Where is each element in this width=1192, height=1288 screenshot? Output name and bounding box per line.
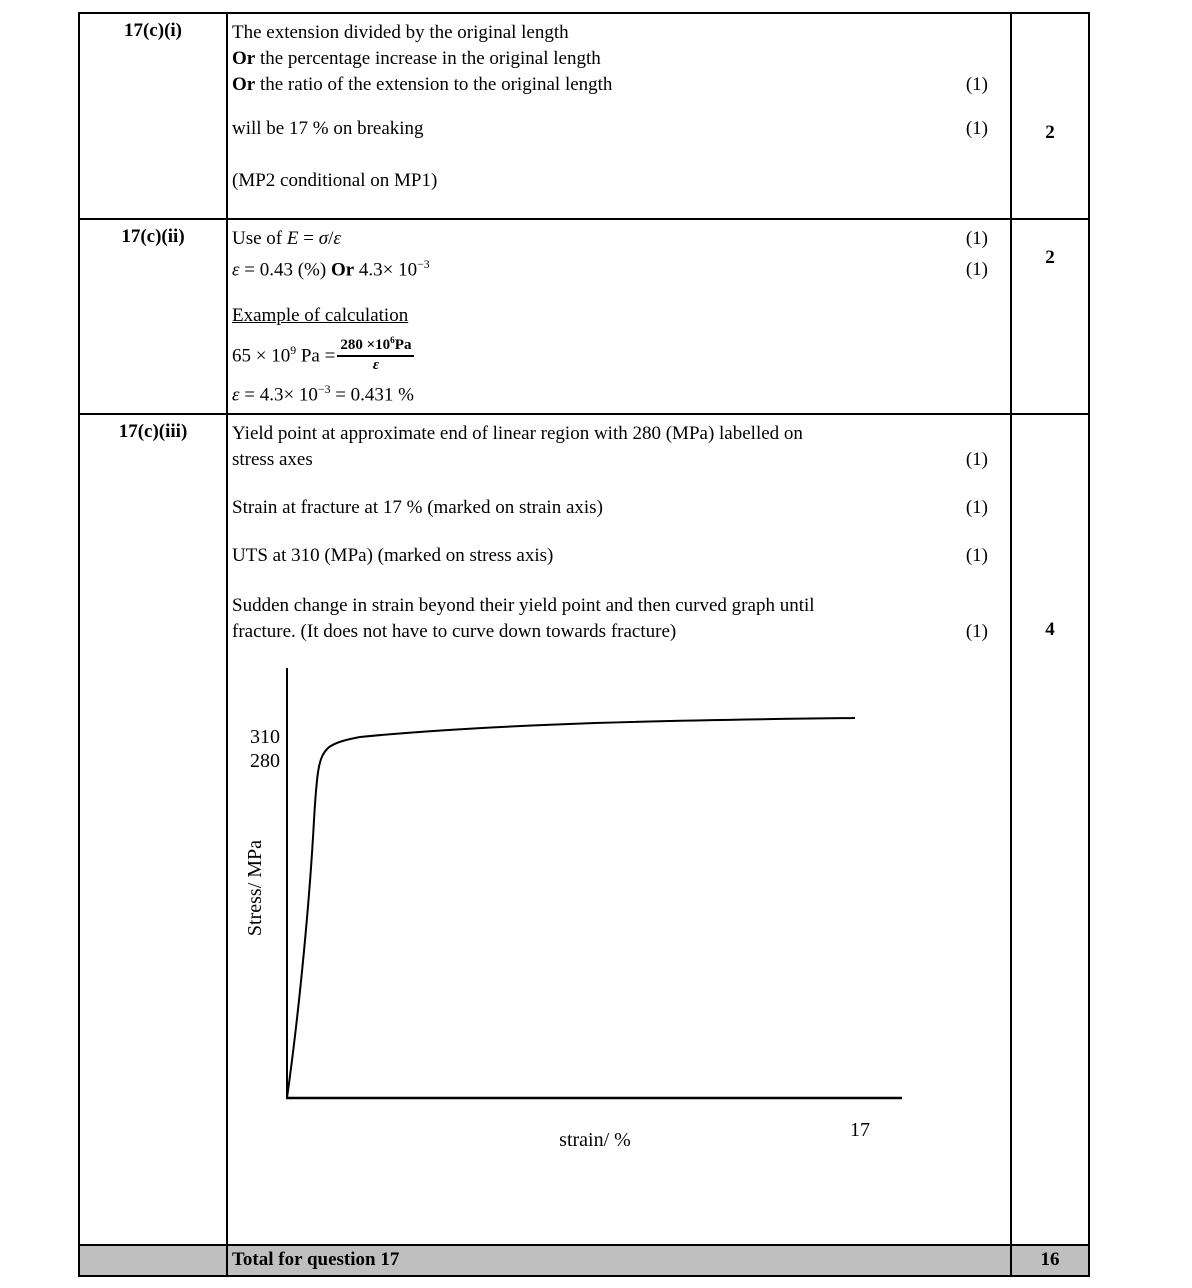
table-row: [80, 413, 1088, 1244]
question-number: 17(c)(i): [123, 20, 183, 41]
mark-award: (1): [965, 228, 988, 249]
marks-cell: [1010, 415, 1088, 1244]
answer-line: UTS at 310 (MPa) (marked on stress axis): [232, 545, 554, 566]
x-axis-tick-17: 17: [850, 1119, 870, 1141]
mark-point: [232, 226, 988, 252]
equation-result: $\varepsilon = 4.3\times 10^{-3} = 0.431$ %: [232, 383, 415, 406]
mark-point-text: [232, 495, 954, 521]
mark-award: (1): [965, 259, 988, 281]
question-number: 17(c)(ii): [121, 226, 185, 247]
example-heading: Example of calculation: [232, 305, 409, 327]
answer-line: Or the ratio of the extension to the original length: [232, 74, 613, 95]
mark-point-text: [232, 226, 954, 252]
mark-scheme-table: [78, 12, 1090, 1277]
mark-point: [232, 20, 988, 98]
mark-point-text: [232, 421, 954, 473]
question-number-cell: [80, 1246, 228, 1275]
answer-line: Yield point at approximate end of linear region with 280 (MPa) labelled on: [232, 423, 803, 444]
total-label-cell: [228, 1246, 1010, 1275]
x-axis-label: strain/ %: [559, 1129, 631, 1151]
y-axis-label: Stress/ MPa: [244, 839, 266, 937]
question-number-cell: [80, 220, 228, 413]
answer-line: stress axes: [232, 449, 313, 470]
mark-award: (1): [965, 449, 988, 470]
mark-point: [232, 495, 988, 521]
answer-line: The extension divided by the original length: [232, 22, 569, 43]
table-row: [80, 218, 1088, 413]
mark-award: (1): [965, 74, 988, 95]
y-axis-tick-310: 310: [250, 726, 280, 748]
mark-point-text: [232, 116, 954, 142]
mark-award: (1): [965, 621, 988, 642]
total-marks: 16: [1040, 1249, 1060, 1270]
answer-line: Use of E = σ/ε: [232, 228, 341, 249]
marks-total: 2: [1045, 122, 1055, 143]
answer-line: fracture. (It does not have to curve down towards fracture): [232, 621, 677, 642]
total-row: [80, 1244, 1088, 1275]
mark-point-text: [232, 252, 954, 283]
marks-cell: [1010, 14, 1088, 218]
mark-award: (1): [965, 118, 988, 139]
answer-line: will be 17 % on breaking: [232, 118, 424, 139]
marks-total: 4: [1045, 619, 1055, 640]
answer-cell: [228, 14, 1010, 218]
answer-line: Or the percentage increase in the original length: [232, 48, 601, 69]
marks-cell: [1010, 220, 1088, 413]
mark-award: (1): [965, 497, 988, 518]
note-text: (MP2 conditional on MP1): [232, 170, 438, 191]
mark-point-text: [232, 20, 954, 98]
fraction: [337, 332, 414, 374]
stress-strain-graph: [230, 660, 910, 1160]
question-number-cell: [80, 14, 228, 218]
equation: [232, 329, 988, 377]
marks-total: 2: [1045, 247, 1055, 268]
total-label: Total for question 17: [232, 1249, 400, 1270]
fraction-numerator: $280 \times 10^6Pa$: [337, 332, 414, 357]
answer-cell: [228, 415, 1010, 1244]
equation-lead: $65 \times 10^9$ Pa =: [232, 343, 336, 366]
y-axis-tick-280: 280: [250, 750, 280, 772]
mark-point: [232, 116, 988, 142]
question-number-cell: [80, 415, 228, 1244]
mark-point-text: [232, 593, 954, 645]
answer-line: Sudden change in strain beyond their yield point and then curved graph until: [232, 595, 815, 616]
mark-point: [232, 252, 988, 283]
mark-award: (1): [965, 545, 988, 566]
mark-point: [232, 543, 988, 569]
table-row: [80, 14, 1088, 218]
mark-point: [232, 421, 988, 473]
mark-point: [232, 593, 988, 645]
total-marks-cell: [1010, 1246, 1088, 1275]
answer-line: ε = 0.43 (%) Or $4.3\times 10^{-3}$: [232, 258, 430, 281]
stress-strain-curve: [287, 718, 855, 1098]
question-number: 17(c)(iii): [118, 421, 188, 442]
answer-line: Strain at fracture at 17 % (marked on strain axis): [232, 497, 603, 518]
fraction-denominator: ε: [372, 357, 379, 374]
answer-cell: [228, 220, 1010, 413]
mark-point-text: [232, 543, 954, 569]
